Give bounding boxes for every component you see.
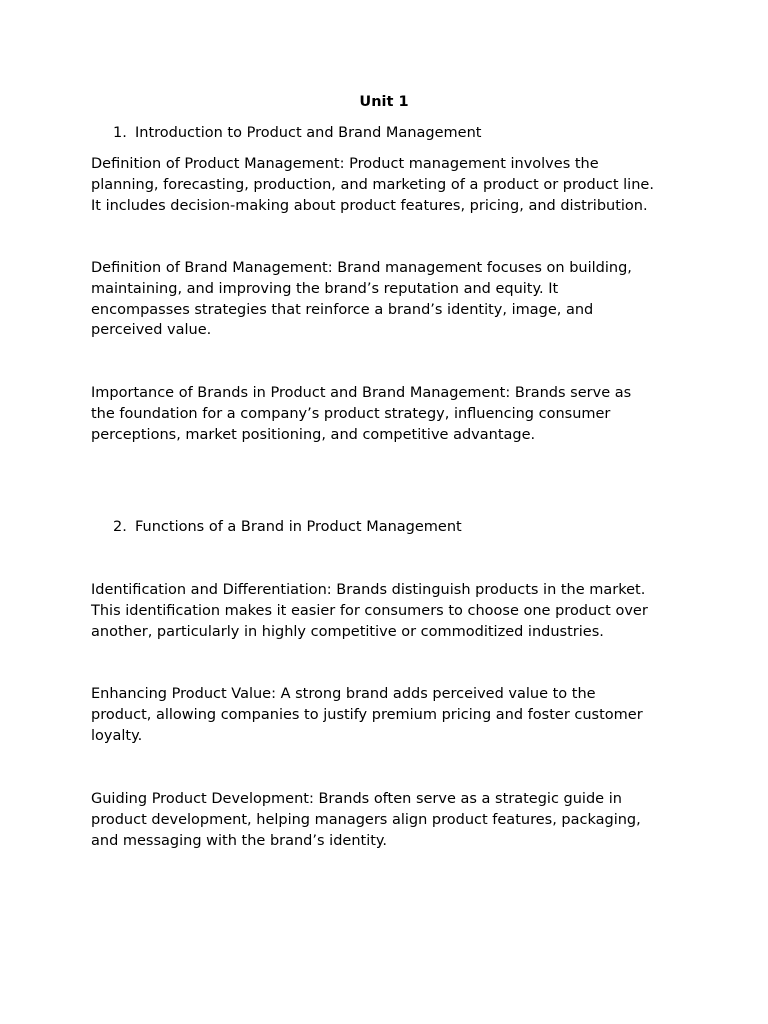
paragraph-product-management	[91, 154, 691, 216]
paragraph-guiding-development	[91, 789, 691, 851]
paragraph-line: product, allowing companies to justify premium pricing and foster customer	[91, 706, 643, 723]
paragraph-line: the foundation for a company’s product strategy, influencing consumer	[91, 405, 611, 422]
paragraph-line: Enhancing Product Value: A strong brand adds perceived value to the	[91, 686, 596, 702]
paragraph-enhancing-value	[91, 684, 691, 746]
section-heading-1	[113, 123, 481, 143]
paragraph-line: perceptions, market positioning, and competitive advantage.	[91, 426, 536, 443]
paragraph-line: Importance of Brands in Product and Brand Management: Brands serve as	[91, 385, 632, 401]
paragraph-line: encompasses strategies that reinforce a brand’s identity, image, and	[91, 301, 594, 318]
paragraph-brand-management	[91, 258, 691, 341]
paragraph-line: perceived value.	[91, 322, 212, 339]
paragraph-line: This identification makes it easier for consumers to choose one product over	[91, 602, 648, 619]
paragraph-line: It includes decision-making about product features, pricing, and distribution.	[91, 197, 648, 214]
section-heading-2	[113, 517, 462, 537]
paragraph-identification	[91, 580, 691, 642]
paragraph-importance-of-brands	[91, 383, 691, 445]
paragraph-line: and messaging with the brand’s identity.	[91, 832, 388, 849]
section-heading-text: Functions of a Brand in Product Management	[135, 519, 462, 535]
paragraph-line: maintaining, and improving the brand’s reputation and equity. It	[91, 280, 559, 297]
paragraph-line: loyalty.	[91, 727, 143, 744]
section-number: 2.	[113, 519, 127, 535]
section-heading-text: Introduction to Product and Brand Management	[135, 125, 482, 141]
section-number: 1.	[113, 125, 127, 141]
paragraph-line: another, particularly in highly competitive or commoditized industries.	[91, 623, 604, 640]
paragraph-line: Definition of Product Management: Product management involves the	[91, 156, 599, 172]
paragraph-line: Definition of Brand Management: Brand management focuses on building,	[91, 260, 632, 276]
paragraph-line: planning, forecasting, production, and marketing of a product or product line.	[91, 176, 654, 193]
paragraph-line: Guiding Product Development: Brands often serve as a strategic guide in	[91, 791, 622, 807]
document-title: Unit 1	[359, 94, 409, 110]
paragraph-line: product development, helping managers align product features, packaging,	[91, 811, 641, 828]
paragraph-line: Identification and Differentiation: Brands distinguish products in the market.	[91, 582, 646, 598]
